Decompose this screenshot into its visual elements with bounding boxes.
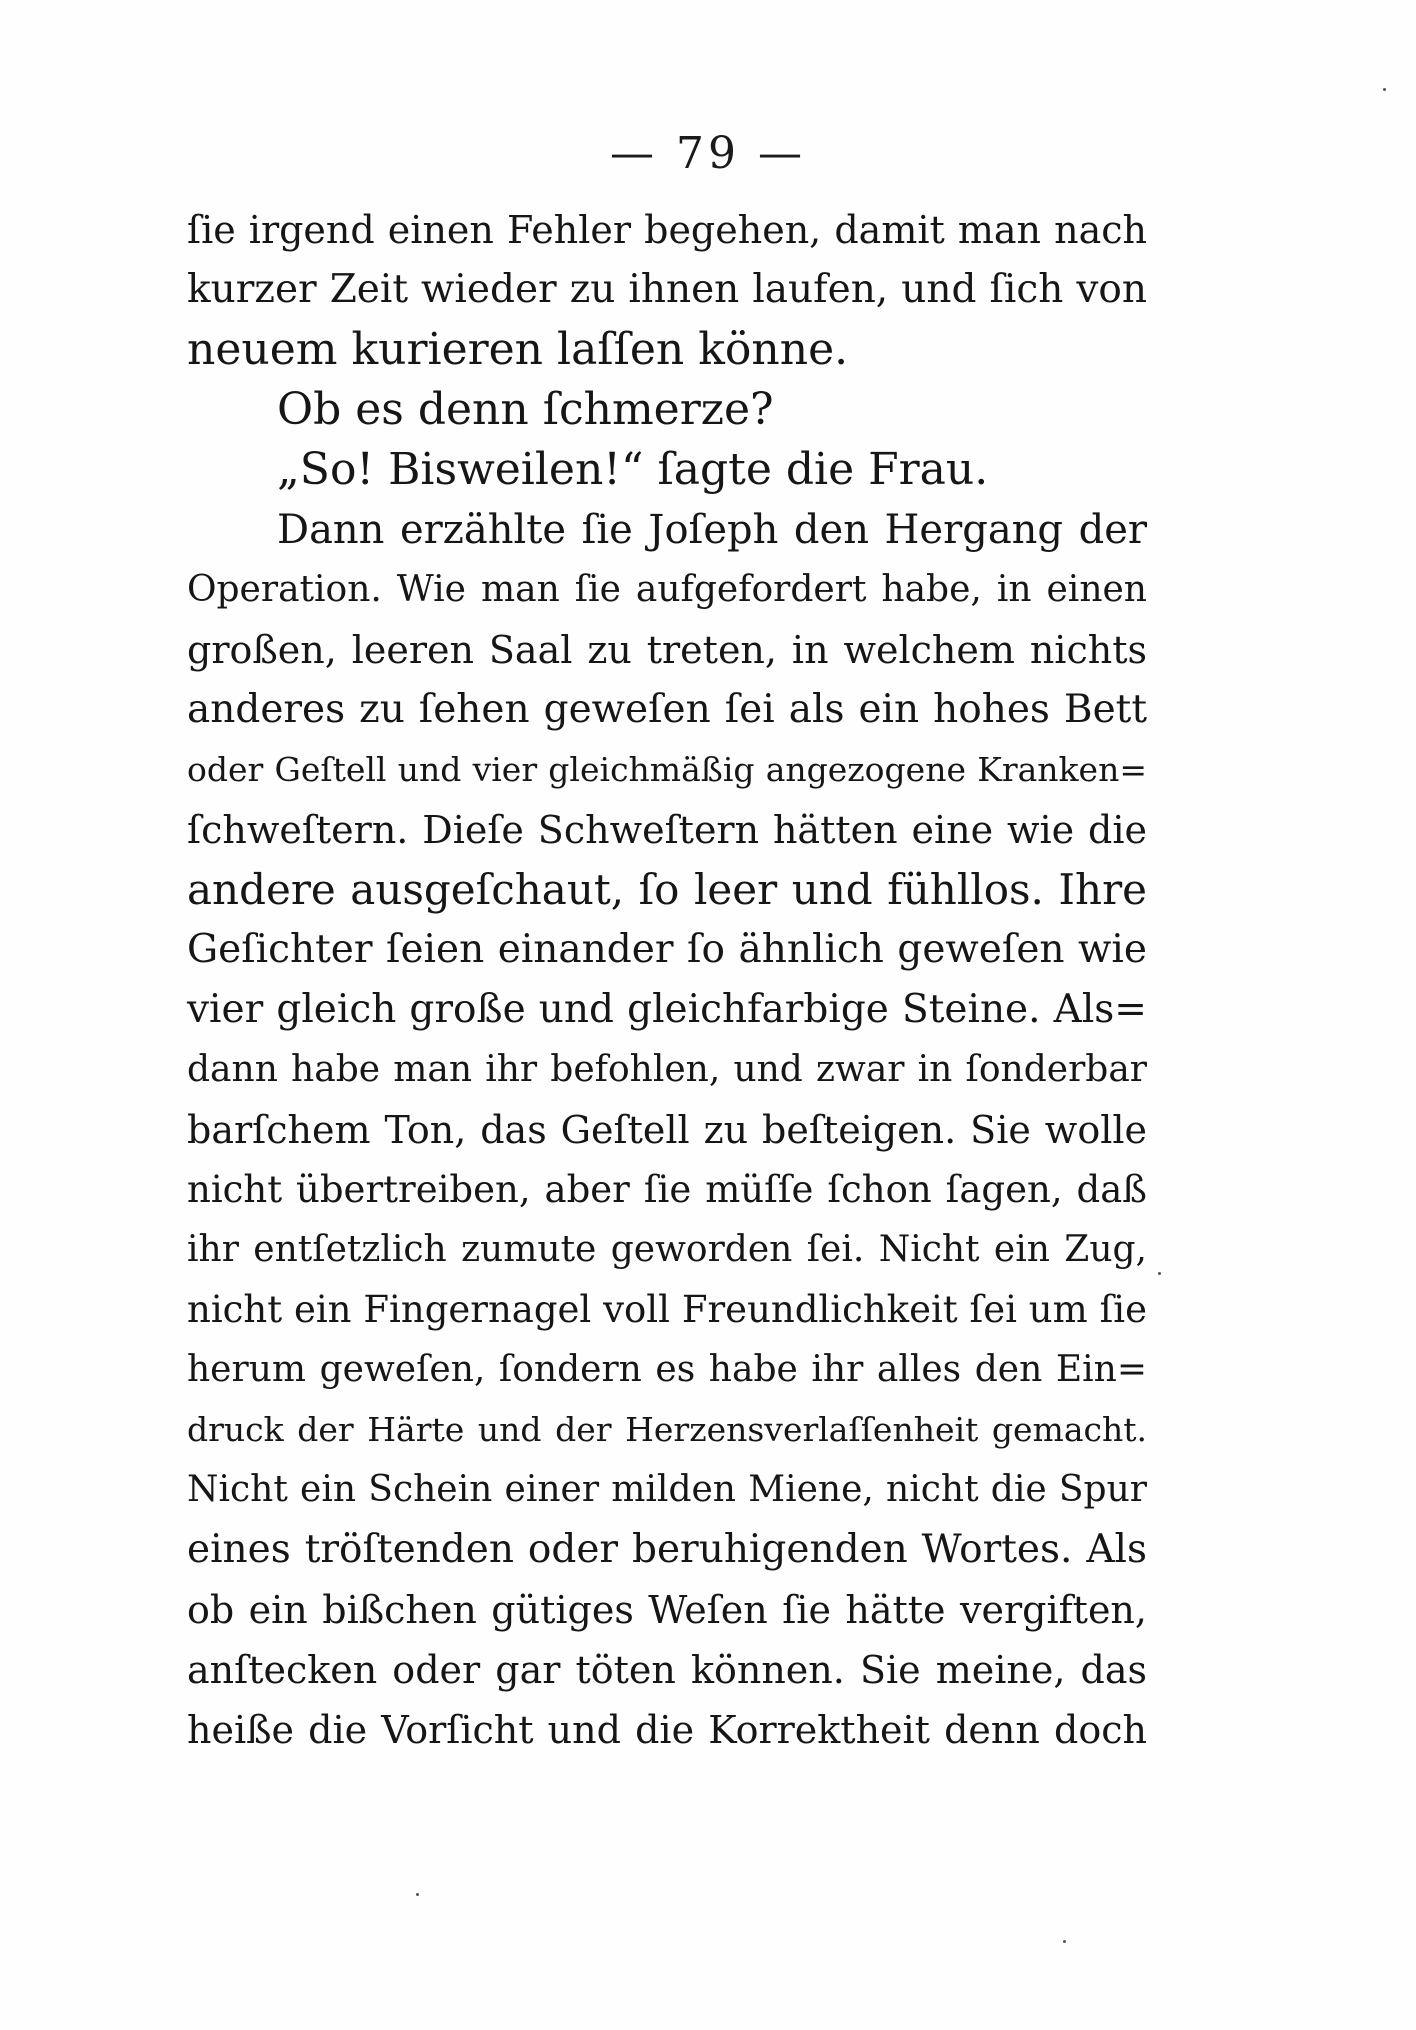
text-line: dann habe man ihr befohlen, und zwar in ſonderbar <box>187 1049 1147 1090</box>
text-line: anſtecken oder gar töten können. Sie meine, das <box>187 1648 1147 1692</box>
text-line: andere ausgeſchaut, ſo leer und fühllos. Ihre <box>187 865 1147 914</box>
text-line: nicht ein Fingernagel voll Freundlichkeit ſei um ſie <box>187 1288 1147 1331</box>
text-line: oder Geſtell und vier gleichmäßig angezogene Kranken= <box>187 750 1147 789</box>
text-line: herum geweſen, ſondern es habe ihr alles den Ein= <box>187 1349 1147 1390</box>
paper-speck <box>1158 1272 1161 1275</box>
text-line: Ob es denn ſchmerze? <box>277 384 774 435</box>
text-line: nicht übertreiben, aber ſie müſſe ſchon ſagen, daß <box>187 1168 1147 1211</box>
body-text <box>187 200 1147 1760</box>
text-line: ihr entſetzlich zumute geworden ſei. Nicht ein Zug, <box>187 1229 1147 1270</box>
text-line: druck der Härte und der Herzensverlaſſenheit gemacht. <box>187 1410 1147 1449</box>
text-line: ob ein bißchen gütiges Weſen ſie hätte vergiften, <box>187 1588 1147 1632</box>
text-line: Dann erzählte ſie Joſeph den Hergang der <box>277 507 1147 553</box>
text-line: ſchweſtern. Dieſe Schweſtern hätten eine wie die <box>187 808 1147 852</box>
text-line: Geſichter ſeien einander ſo ähnlich geweſen wie <box>187 927 1147 972</box>
paper-speck <box>1383 88 1386 91</box>
text-line: Nicht ein Schein einer milden Miene, nicht die Spur <box>187 1469 1147 1510</box>
text-line: kurzer Zeit wieder zu ihnen laufen, und ſich von <box>187 267 1147 312</box>
text-line: vier gleich große und gleichfarbige Steine. Als= <box>187 987 1147 1032</box>
text-line: barſchem Ton, das Geſtell zu beſteigen. Sie wolle <box>187 1108 1147 1152</box>
text-line: eines tröſtenden oder beruhigenden Wortes. Als <box>187 1527 1147 1572</box>
text-line: anderes zu ſehen geweſen ſei als ein hohes Bett <box>187 687 1147 732</box>
paper-speck <box>416 1893 419 1896</box>
text-line: Operation. Wie man ſie aufgefordert habe, in einen <box>187 569 1147 610</box>
text-line: „So! Bisweilen!“ ſagte die Frau. <box>277 444 989 495</box>
paper-speck <box>1063 1940 1066 1943</box>
page-number: — 79 — <box>610 128 806 179</box>
text-line: neuem kurieren laſſen könne. <box>187 324 849 375</box>
text-line: großen, leeren Saal zu treten, in welchem nichts <box>187 628 1147 672</box>
text-line: ſie irgend einen Fehler begehen, damit man nach <box>187 208 1147 252</box>
text-line: heiße die Vorſicht und die Korrektheit denn doch <box>187 1708 1147 1752</box>
